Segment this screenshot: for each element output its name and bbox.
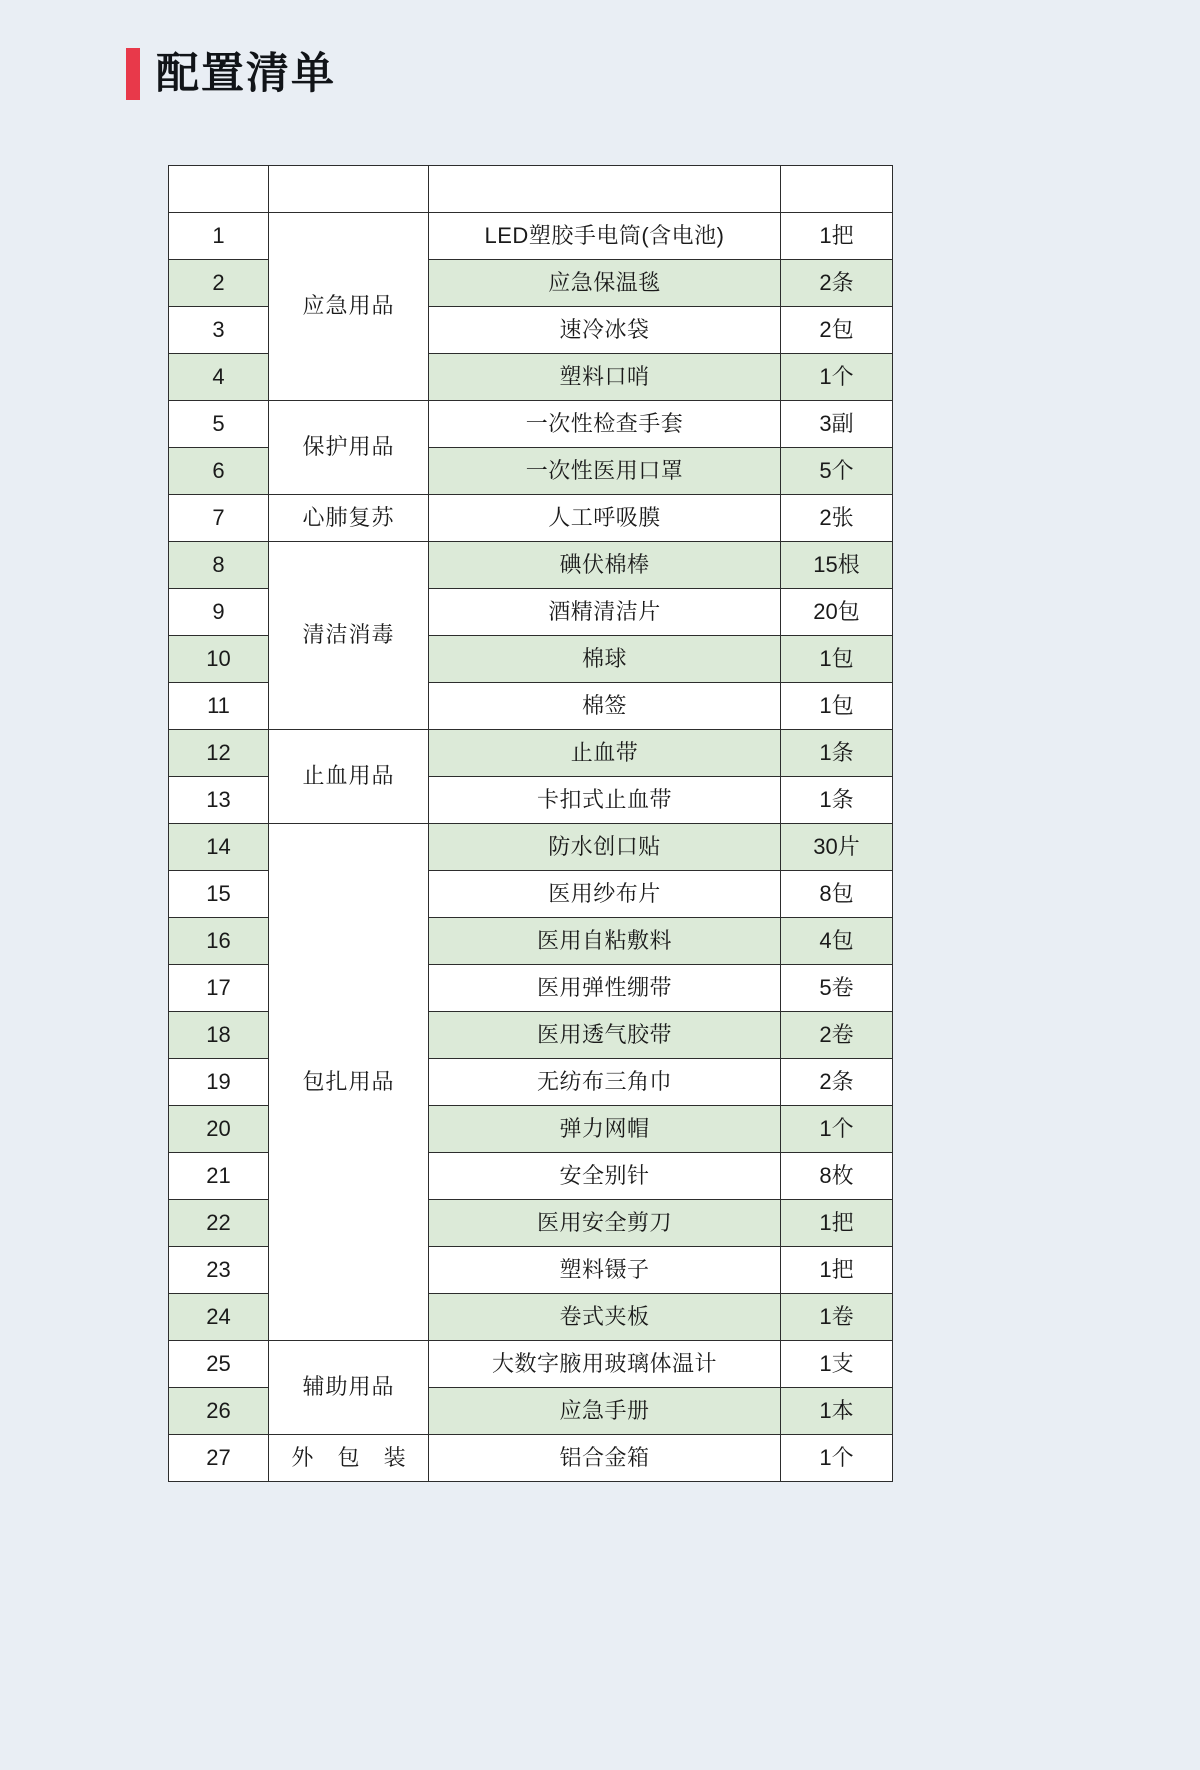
cell-item-name: 医用弹性绷带 [429, 965, 781, 1012]
cell-item-name: 棉签 [429, 683, 781, 730]
cell-quantity: 1把 [781, 1200, 893, 1247]
table-row [169, 213, 893, 260]
cell-index: 20 [169, 1106, 269, 1153]
cell-index: 18 [169, 1012, 269, 1059]
cell-category: 外 包 装 [269, 1435, 429, 1482]
cell-item-name: 铝合金箱 [429, 1435, 781, 1482]
cell-index: 14 [169, 824, 269, 871]
cell-item-name: LED塑胶手电筒(含电池) [429, 213, 781, 260]
cell-index: 3 [169, 307, 269, 354]
column-header-quantity: 数量 [781, 166, 893, 213]
cell-quantity: 1条 [781, 730, 893, 777]
cell-item-name: 止血带 [429, 730, 781, 777]
cell-index: 26 [169, 1388, 269, 1435]
cell-quantity: 1条 [781, 777, 893, 824]
cell-index: 25 [169, 1341, 269, 1388]
title-text: 配置清单 [156, 49, 336, 98]
cell-quantity: 2条 [781, 260, 893, 307]
cell-quantity: 1包 [781, 636, 893, 683]
cell-index: 12 [169, 730, 269, 777]
cell-item-name: 人工呼吸膜 [429, 495, 781, 542]
cell-item-name: 速冷冰袋 [429, 307, 781, 354]
cell-index: 1 [169, 213, 269, 260]
table-row [169, 1341, 893, 1388]
column-header-category: 分类 [269, 166, 429, 213]
cell-index: 8 [169, 542, 269, 589]
cell-index: 11 [169, 683, 269, 730]
cell-item-name: 应急保温毯 [429, 260, 781, 307]
cell-index: 13 [169, 777, 269, 824]
cell-quantity: 2卷 [781, 1012, 893, 1059]
cell-quantity: 5个 [781, 448, 893, 495]
cell-item-name: 弹力网帽 [429, 1106, 781, 1153]
title-accent-bar [126, 48, 140, 100]
cell-index: 19 [169, 1059, 269, 1106]
cell-item-name: 医用纱布片 [429, 871, 781, 918]
cell-item-name: 医用安全剪刀 [429, 1200, 781, 1247]
cell-item-name: 卡扣式止血带 [429, 777, 781, 824]
table-row [169, 824, 893, 871]
cell-index: 24 [169, 1294, 269, 1341]
cell-quantity: 30片 [781, 824, 893, 871]
cell-item-name: 防水创口贴 [429, 824, 781, 871]
cell-index: 17 [169, 965, 269, 1012]
cell-item-name: 棉球 [429, 636, 781, 683]
configuration-list-table-wrap [168, 165, 892, 1482]
cell-quantity: 2张 [781, 495, 893, 542]
cell-item-name: 安全别针 [429, 1153, 781, 1200]
cell-index: 27 [169, 1435, 269, 1482]
cell-index: 21 [169, 1153, 269, 1200]
cell-index: 10 [169, 636, 269, 683]
cell-quantity: 1个 [781, 1106, 893, 1153]
table-body [169, 213, 893, 1482]
cell-quantity: 1个 [781, 354, 893, 401]
cell-quantity: 5卷 [781, 965, 893, 1012]
cell-category: 心肺复苏 [269, 495, 429, 542]
cell-item-name: 医用自粘敷料 [429, 918, 781, 965]
table-row [169, 730, 893, 777]
cell-index: 7 [169, 495, 269, 542]
cell-quantity: 1卷 [781, 1294, 893, 1341]
cell-quantity: 1把 [781, 213, 893, 260]
table-row [169, 401, 893, 448]
cell-item-name: 酒精清洁片 [429, 589, 781, 636]
page-title [126, 48, 336, 100]
cell-item-name: 一次性医用口罩 [429, 448, 781, 495]
cell-quantity: 2包 [781, 307, 893, 354]
cell-index: 15 [169, 871, 269, 918]
cell-item-name: 一次性检查手套 [429, 401, 781, 448]
cell-item-name: 塑料口哨 [429, 354, 781, 401]
table-row [169, 542, 893, 589]
cell-index: 23 [169, 1247, 269, 1294]
cell-quantity: 1支 [781, 1341, 893, 1388]
column-header-name: 品名 [429, 166, 781, 213]
cell-index: 2 [169, 260, 269, 307]
cell-quantity: 20包 [781, 589, 893, 636]
cell-index: 16 [169, 918, 269, 965]
table-row [169, 495, 893, 542]
cell-item-name: 大数字腋用玻璃体温计 [429, 1341, 781, 1388]
cell-quantity: 4包 [781, 918, 893, 965]
cell-quantity: 1个 [781, 1435, 893, 1482]
cell-quantity: 8枚 [781, 1153, 893, 1200]
cell-index: 4 [169, 354, 269, 401]
cell-index: 5 [169, 401, 269, 448]
cell-category: 止血用品 [269, 730, 429, 824]
table-header-row [169, 166, 893, 213]
cell-quantity: 15根 [781, 542, 893, 589]
cell-item-name: 卷式夹板 [429, 1294, 781, 1341]
cell-category: 包扎用品 [269, 824, 429, 1341]
cell-category: 辅助用品 [269, 1341, 429, 1435]
cell-quantity: 2条 [781, 1059, 893, 1106]
cell-category: 保护用品 [269, 401, 429, 495]
cell-quantity: 3副 [781, 401, 893, 448]
cell-quantity: 8包 [781, 871, 893, 918]
cell-category: 应急用品 [269, 213, 429, 401]
cell-category: 清洁消毒 [269, 542, 429, 730]
cell-item-name: 应急手册 [429, 1388, 781, 1435]
configuration-list-table [168, 165, 893, 1482]
table-header [169, 166, 893, 213]
cell-item-name: 无纺布三角巾 [429, 1059, 781, 1106]
cell-quantity: 1包 [781, 683, 893, 730]
column-header-index: 序号 [169, 166, 269, 213]
cell-item-name: 医用透气胶带 [429, 1012, 781, 1059]
cell-index: 22 [169, 1200, 269, 1247]
cell-quantity: 1本 [781, 1388, 893, 1435]
cell-item-name: 碘伏棉棒 [429, 542, 781, 589]
cell-item-name: 塑料镊子 [429, 1247, 781, 1294]
table-row [169, 1435, 893, 1482]
cell-quantity: 1把 [781, 1247, 893, 1294]
cell-index: 6 [169, 448, 269, 495]
cell-index: 9 [169, 589, 269, 636]
